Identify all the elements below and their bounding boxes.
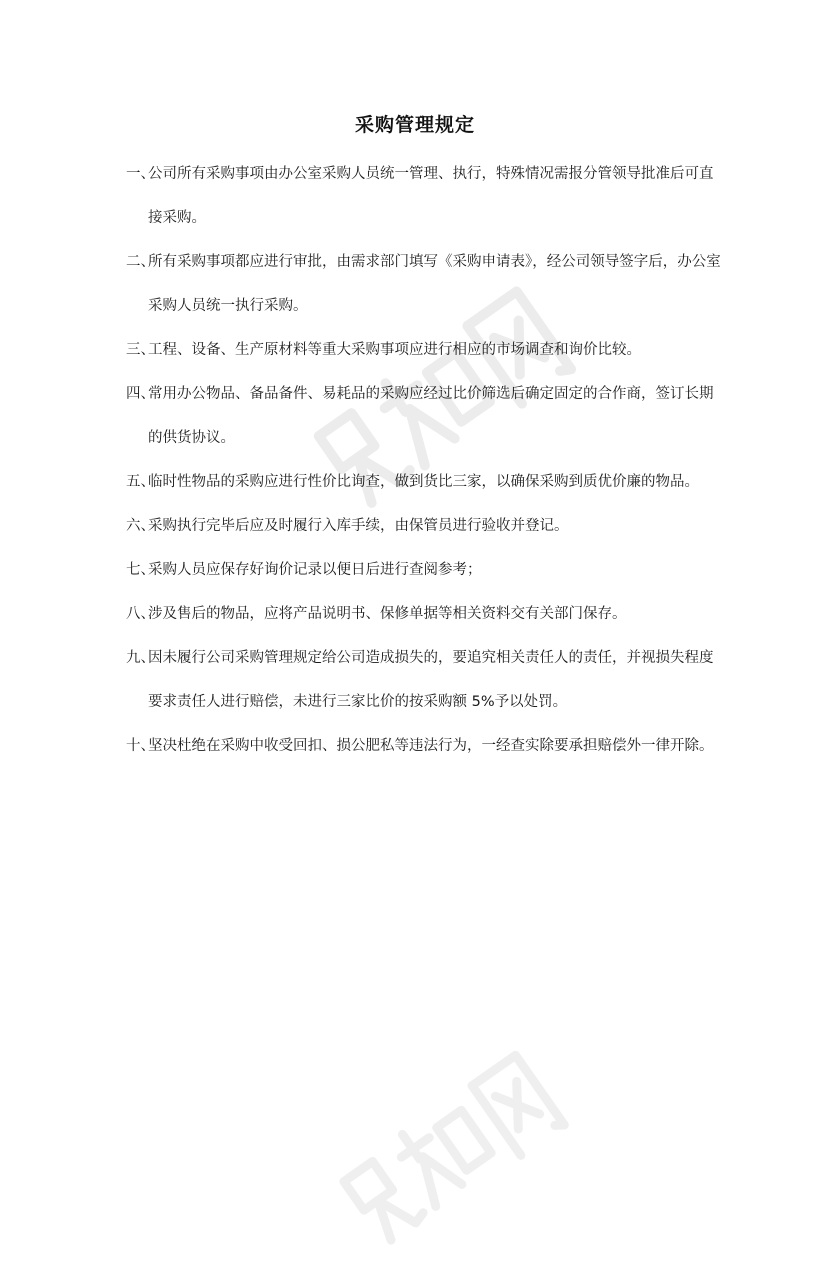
- document-title: 采购管理规定: [354, 114, 475, 136]
- rule-text: 涉及售后的物品，应将产品说明书、保修单据等相关资料交有关部门保存。: [148, 606, 627, 622]
- rule-number: 九、: [126, 650, 155, 666]
- rule-number: 十、: [126, 738, 155, 754]
- rule-text: 采购执行完毕后应及时履行入库手续，由保管员进行验收并登记。: [148, 518, 569, 534]
- rule-number: 一、: [126, 166, 155, 182]
- rule-item-7: [126, 548, 726, 592]
- rule-number: 六、: [126, 518, 155, 534]
- rule-number: 二、: [126, 254, 155, 270]
- rule-item-1: [126, 152, 726, 240]
- rule-text: 临时性物品的采购应进行性价比询查，做到货比三家，以确保采购到质优价廉的物品。: [148, 474, 699, 490]
- rule-item-4: [126, 372, 726, 460]
- watermark-logo-bottom: [317, 1032, 582, 1268]
- rule-item-5: [126, 460, 726, 504]
- rule-text: 常用办公物品、备品备件、易耗品的采购应经过比价筛选后确定固定的合作商，签订长期的供货协议。: [148, 386, 714, 446]
- rule-item-3: [126, 328, 726, 372]
- rule-text: 公司所有采购事项由办公室采购人员统一管理、执行，特殊情况需报分管领导批准后可直接采购。: [148, 166, 714, 226]
- rule-number: 四、: [126, 386, 155, 402]
- rule-item-9: [126, 636, 726, 724]
- rule-number: 八、: [126, 606, 155, 622]
- rule-text: 坚决杜绝在采购中收受回扣、损公肥私等违法行为，一经查实除要承担赔偿外一律开除。: [148, 738, 714, 754]
- rule-number: 三、: [126, 342, 155, 358]
- rules-list: [126, 152, 726, 768]
- rule-item-8: [126, 592, 726, 636]
- rule-item-6: [126, 504, 726, 548]
- rule-item-2: [126, 240, 726, 328]
- rule-item-10: [126, 724, 726, 768]
- rule-number: 五、: [126, 474, 155, 490]
- rule-text: 所有采购事项都应进行审批，由需求部门填写《采购申请表》，经公司领导签字后，办公室采购人员统一执行采购。: [148, 254, 721, 314]
- rule-text: 因未履行公司采购管理规定给公司造成损失的，要追究相关责任人的责任，并视损失程度要求责任人进行赔偿，未进行三家比价的按采购额 5%予以处罚。: [148, 650, 714, 710]
- rule-text: 工程、设备、生产原材料等重大采购事项应进行相应的市场调查和询价比较。: [148, 342, 641, 358]
- rule-number: 七、: [126, 562, 155, 578]
- rule-text: 采购人员应保存好询价记录以便日后进行查阅参考；: [148, 562, 482, 578]
